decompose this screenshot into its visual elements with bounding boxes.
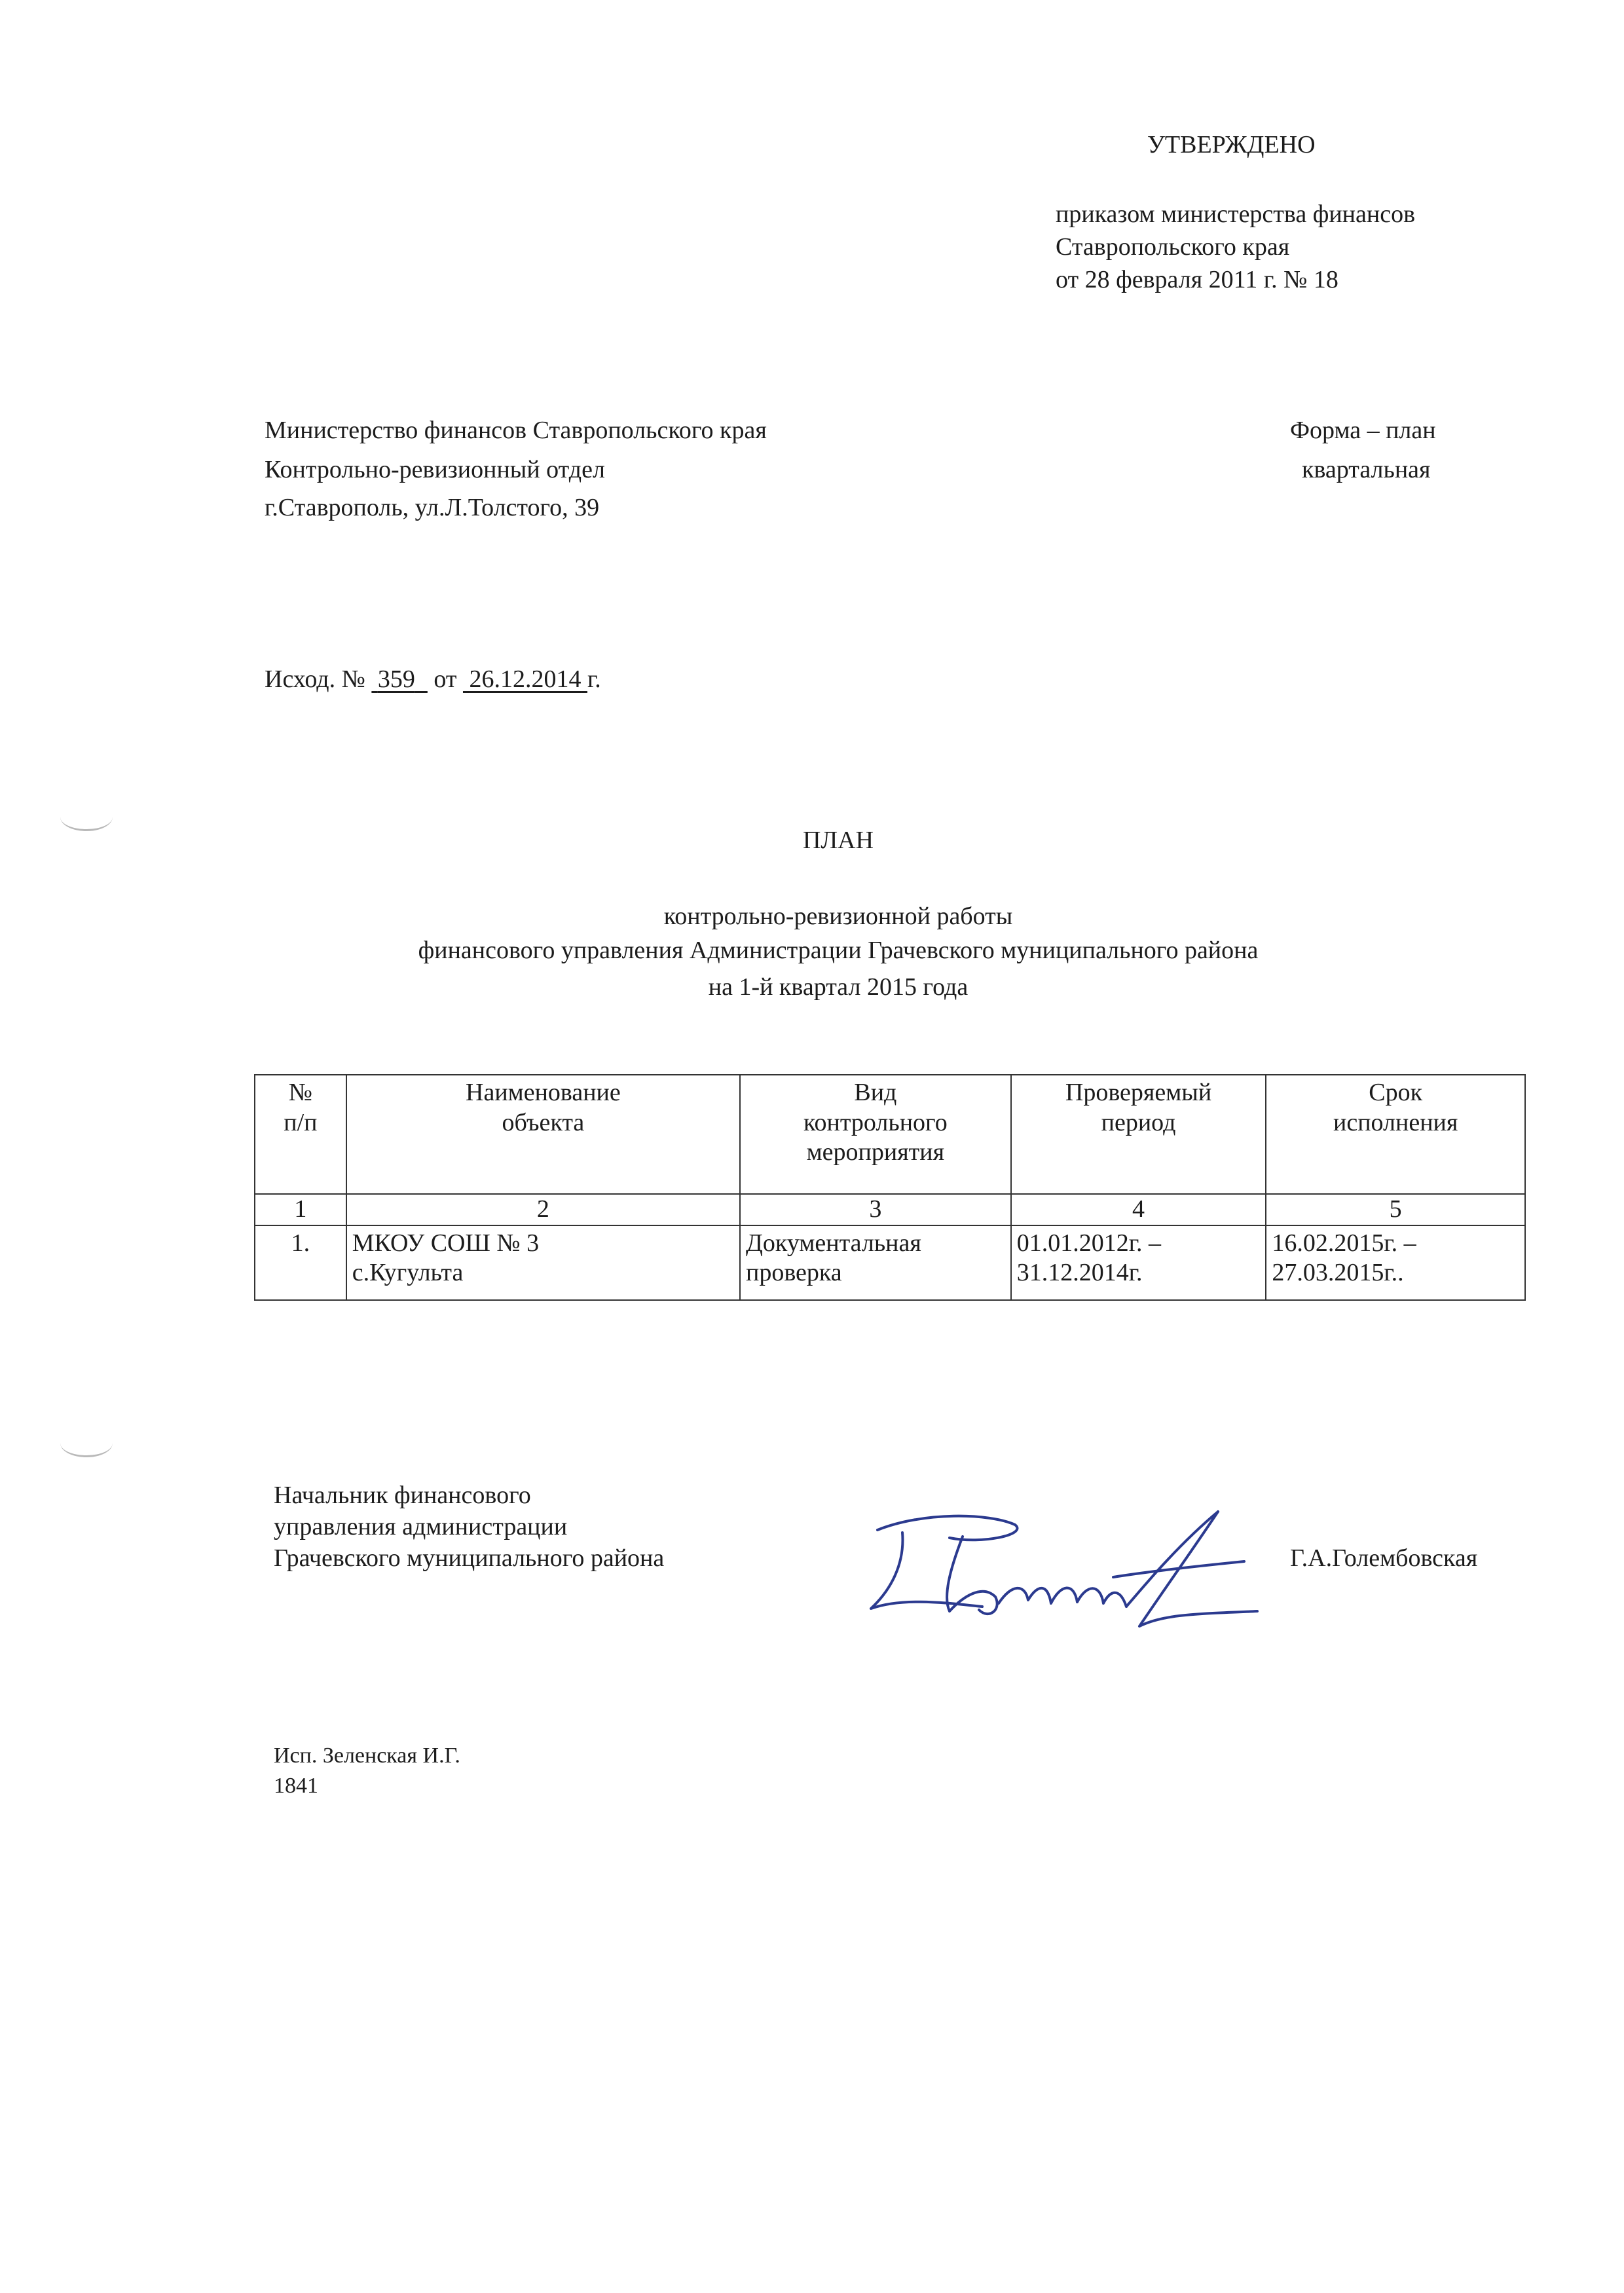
outgoing-date: 26.12.2014 — [469, 665, 581, 693]
table-header-row — [255, 1075, 1525, 1194]
row-object-name: МКОУ СОШ № 3 с.Кугульта — [346, 1225, 740, 1300]
signatory-title-1: Начальник финансового — [274, 1482, 531, 1509]
plan-subtitle-3: на 1-й квартал 2015 года — [708, 973, 969, 1001]
header-audited-period: Проверяемый период — [1011, 1075, 1266, 1194]
punch-hole — [60, 1429, 113, 1457]
plan-subtitle-1: контрольно-ревизионной работы — [663, 903, 1013, 930]
signatory-title-3: Грачевского муниципального района — [274, 1544, 665, 1572]
sender-line-3: г.Ставрополь, ул.Л.Толстого, 39 — [265, 494, 600, 521]
header-deadline: Срок исполнения — [1266, 1075, 1525, 1194]
signatory-title-2: управления администрации — [274, 1513, 568, 1540]
plan-subtitle-2: финансового управления Администрации Грачевского муниципального района — [418, 937, 1259, 964]
outgoing-suffix: г. — [587, 665, 601, 693]
column-number: 3 — [740, 1194, 1011, 1225]
plan-table — [254, 1074, 1526, 1301]
table-column-numbers-row — [255, 1194, 1525, 1225]
outgoing-number-line — [265, 664, 601, 694]
executor-name: Исп. Зеленская И.Г. — [274, 1743, 460, 1768]
row-audited-period: 01.01.2012г. – 31.12.2014г. — [1011, 1225, 1266, 1300]
handwritten-signature — [851, 1499, 1270, 1636]
approval-line-3: от 28 февраля 2011 г. № 18 — [1056, 266, 1338, 293]
column-number: 2 — [346, 1194, 740, 1225]
form-line-2: квартальная — [1302, 456, 1431, 483]
row-number: 1. — [255, 1225, 346, 1300]
form-line-1: Форма – план — [1290, 417, 1436, 444]
header-object-name: Наименование объекта — [346, 1075, 740, 1194]
outgoing-number: 359 — [377, 665, 415, 693]
approval-line-1: приказом министерства финансов — [1056, 200, 1416, 228]
approval-line-2: Ставропольского края — [1056, 233, 1290, 261]
header-control-type: Вид контрольного мероприятия — [740, 1075, 1011, 1194]
column-number: 5 — [1266, 1194, 1525, 1225]
table-row — [255, 1225, 1525, 1300]
outgoing-from: от — [434, 665, 457, 693]
row-deadline: 16.02.2015г. – 27.03.2015г.. — [1266, 1225, 1525, 1300]
header-number: № п/п — [255, 1075, 346, 1194]
sender-line-1: Министерство финансов Ставропольского края — [265, 417, 767, 444]
outgoing-prefix: Исход. № — [265, 665, 365, 693]
column-number: 1 — [255, 1194, 346, 1225]
plan-title: ПЛАН — [802, 827, 874, 854]
row-control-type: Документальная проверка — [740, 1225, 1011, 1300]
sender-line-2: Контрольно-ревизионный отдел — [265, 456, 605, 483]
approval-title: УТВЕРЖДЕНО — [1147, 131, 1316, 158]
executor-phone: 1841 — [274, 1774, 318, 1798]
signatory-name: Г.А.Голембовская — [1290, 1544, 1478, 1572]
column-number: 4 — [1011, 1194, 1266, 1225]
